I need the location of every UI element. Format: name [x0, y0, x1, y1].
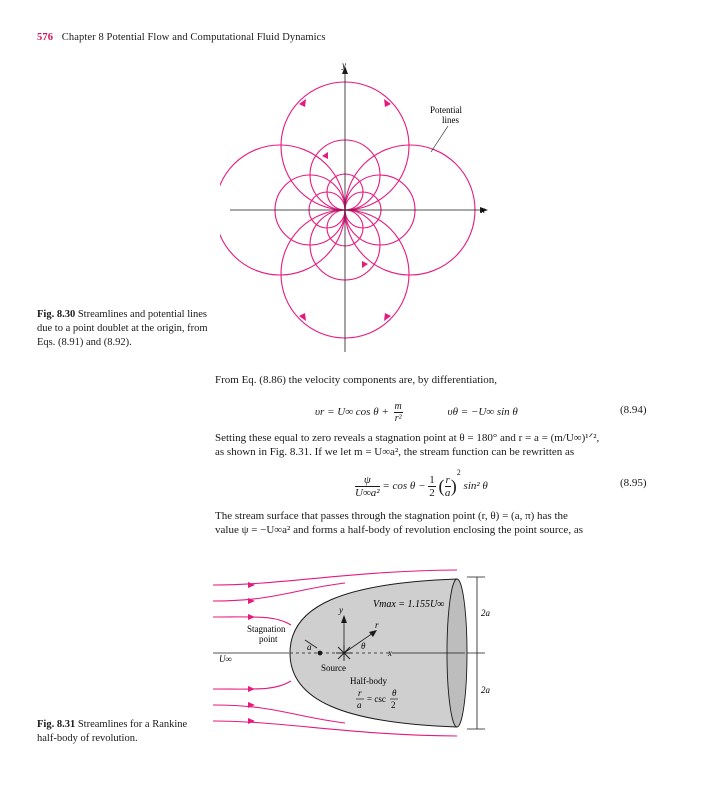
eq895-ratio-den: a [444, 486, 451, 499]
figure-831-label: Fig. 8.31 [37, 719, 76, 730]
figure-830-caption [37, 308, 212, 350]
running-header [37, 32, 326, 43]
paragraph-2 [215, 432, 655, 459]
streamline-2 [213, 583, 345, 601]
theta-label: θ [361, 641, 366, 651]
halfbody-eq-lhs-num: r [358, 688, 362, 698]
eq895-lhs-den: U∞a² [355, 486, 380, 499]
halfbody-eq-rhs-num: θ [392, 688, 397, 698]
eq895-lparen: ( [438, 475, 445, 496]
stagnation-label-1: Stagnation [247, 624, 286, 634]
paragraph-3-line1: The stream surface that passes through the stagnation point (r, θ) = (a, π) has the [215, 510, 568, 522]
paragraph-1: From Eq. (8.86) the velocity components are, by differentiation, [215, 374, 498, 386]
figure-831-caption-text: Streamlines for a Rankine half-body of revolution. [37, 719, 188, 744]
freestream-label: U∞ [219, 654, 232, 664]
source-icon [336, 645, 352, 661]
eq895-half-den: 2 [429, 486, 435, 499]
annotation-leader [431, 126, 448, 152]
eq895-square: 2 [456, 468, 461, 477]
halfbody-eq-mid: = csc [367, 694, 386, 704]
vmax-label: Vmax = 1.155U∞ [373, 599, 445, 610]
source-label: Source [321, 663, 346, 673]
eq894-right: υθ = −U∞ sin θ [447, 406, 518, 419]
equation-894 [315, 401, 518, 424]
eq895-lhs [355, 474, 380, 499]
r-label: r [375, 620, 379, 630]
doublet-figure [220, 60, 510, 360]
eq895-mid: = cos θ − [382, 480, 426, 492]
halfbody-label: Half-body [350, 676, 387, 686]
y-label: y [339, 605, 343, 615]
x-axis-label: x [481, 205, 485, 215]
halfbody-eq-lhs-den: a [357, 700, 362, 710]
eq895-number: (8.95) [620, 477, 647, 489]
y-axis-label: y [342, 60, 346, 70]
x-label: x [388, 648, 392, 658]
eq895-half-num: 1 [429, 473, 435, 486]
stagnation-label-2: point [259, 634, 278, 644]
eq894-frac-den: r² [394, 413, 402, 424]
paragraph-3-line2: value ψ = −U∞a² and forms a half-body of revolution enclosing the point source, as [215, 523, 583, 536]
eq894-number: (8.94) [620, 404, 647, 416]
annotation-potential: Potential [430, 105, 462, 115]
half-body-figure [195, 565, 505, 745]
eq895-end: sin² θ [463, 480, 488, 492]
chapter-title: Chapter 8 Potential Flow and Computational Fluid Dynamics [61, 32, 326, 43]
eq894-frac-num: m [394, 401, 402, 412]
eq895-rparen: ) [450, 475, 457, 496]
page-number: 576 [37, 32, 54, 43]
eq895-half [428, 474, 436, 499]
figure-830-label: Fig. 8.30 [37, 309, 76, 320]
paragraph-2-line2: as shown in Fig. 8.31. If we let m = U∞a², the stream function can be rewritten as [215, 445, 575, 458]
dimension-upper-label: 2a [481, 608, 490, 618]
eq895-ratio-num: r [445, 473, 450, 486]
a-label: a [307, 642, 312, 652]
annotation-lines: lines [442, 115, 459, 125]
halfbody-eq-rhs-den: 2 [391, 700, 396, 710]
equation-895 [355, 468, 488, 499]
eq894-fraction [394, 401, 403, 424]
figure-831-caption [37, 718, 202, 746]
dimension-lower-label: 2a [481, 685, 490, 695]
paragraph-3 [215, 510, 655, 537]
eq895-lhs-num: ψ [355, 474, 380, 487]
streamline-5 [213, 705, 345, 723]
stagnation-point [318, 651, 323, 656]
paragraph-2-line1: Setting these equal to zero reveals a stagnation point at θ = 180° and r = a = (m/U∞)¹ᐟ², [215, 432, 600, 444]
figure-830-caption-text: Streamlines and potential lines due to a point doublet at the origin, from Eqs. (8.91) and (8.92). [37, 309, 208, 348]
eq894-left: υr = U∞ cos θ + [315, 406, 389, 419]
